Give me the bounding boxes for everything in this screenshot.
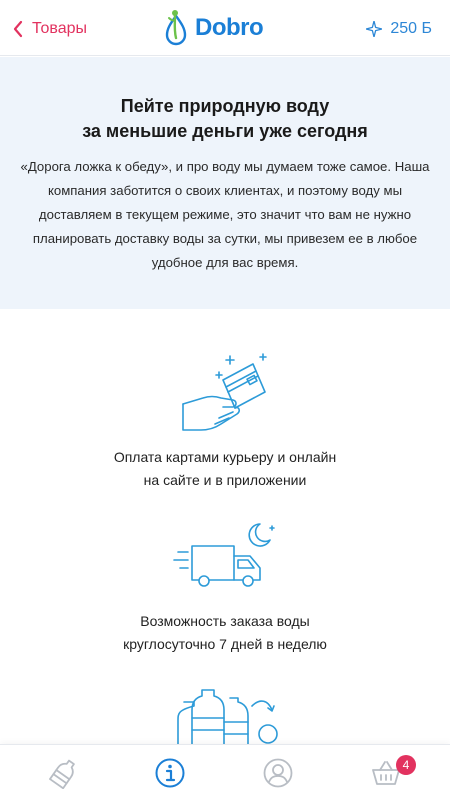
tab-catalog[interactable] — [8, 745, 120, 800]
water-drop-logo-icon — [163, 8, 189, 48]
logo — [163, 8, 289, 48]
water-bottles-icon — [172, 684, 282, 746]
info-tab-icon — [154, 757, 186, 789]
feature-caption-line1: Возможность заказа воды — [140, 613, 310, 629]
promo-title-line1: Пейте природную воду — [120, 96, 330, 116]
feature-caption-line2: на сайте и в приложении — [143, 472, 307, 488]
points-balance[interactable] — [366, 14, 432, 44]
feature-caption-line1: Оплата картами курьеру и онлайн — [113, 449, 337, 465]
tab-cart[interactable] — [330, 745, 442, 800]
promo-title — [40, 94, 410, 144]
top-bar — [0, 0, 450, 56]
promo-banner — [0, 57, 450, 309]
bottle-tab-icon — [48, 757, 80, 789]
feature-caption — [40, 610, 410, 656]
chevron-left-icon — [12, 20, 24, 38]
promo-text: «Дорога ложка к обеду», и про воду мы думаем тоже самое. Наша компания заботится о своих клиентах, и поэтому воду мы доставляем в текущем режиме, это значит что вам не нужно планировать доставку воды за сутки, мы привезем ее в любое удобное для вас время. — [20, 159, 430, 270]
feature-caption — [40, 446, 410, 492]
cart-count-badge: 4 — [396, 755, 416, 775]
feature-caption-line2: круглосуточно 7 дней в неделю — [123, 636, 327, 652]
tab-info[interactable] — [114, 745, 226, 800]
back-label: Товары — [32, 20, 88, 37]
profile-tab-icon — [262, 757, 294, 789]
back-button[interactable] — [12, 14, 87, 44]
tab-profile[interactable] — [222, 745, 334, 800]
sparkle-icon — [366, 21, 382, 37]
card-payment-icon — [175, 352, 275, 442]
logo-text: Dobro — [195, 14, 264, 41]
bottom-tab-bar — [0, 744, 450, 800]
delivery-truck-icon — [172, 520, 278, 592]
points-value: 250 Б — [390, 20, 432, 37]
promo-title-line2: за меньшие деньги уже сегодня — [82, 121, 368, 141]
